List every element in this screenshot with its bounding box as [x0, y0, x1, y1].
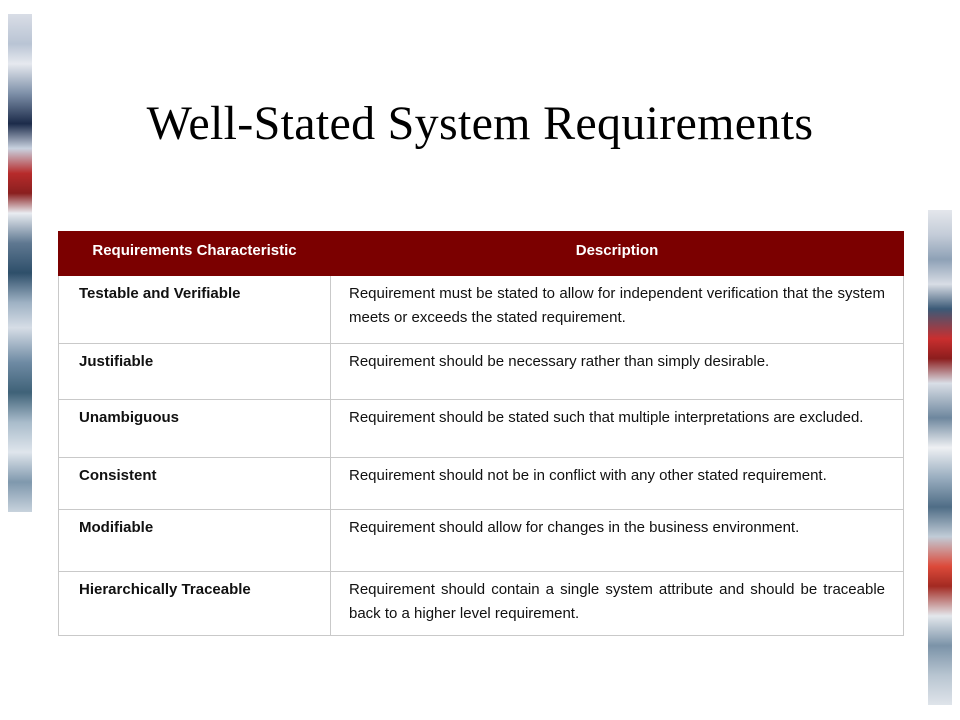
table-row [59, 344, 904, 400]
characteristic-cell: Consistent [59, 458, 331, 510]
slide-title: Well-Stated System Requirements [146, 97, 814, 150]
column-header-description: Description [331, 232, 904, 276]
left-decorative-strip [8, 14, 32, 512]
requirements-table [58, 231, 904, 636]
table-row [59, 400, 904, 458]
table-row [59, 510, 904, 572]
description-cell: Requirement should be stated such that multiple interpretations are excluded. [331, 400, 904, 458]
description-cell: Requirement should be necessary rather than simply desirable. [331, 344, 904, 400]
characteristic-cell: Justifiable [59, 344, 331, 400]
characteristic-cell: Modifiable [59, 510, 331, 572]
column-header-characteristic: Requirements Characteristic [59, 232, 331, 276]
description-cell: Requirement must be stated to allow for independent verification that the system meets or exceeds the stated requirement. [331, 276, 904, 344]
right-decorative-strip [928, 210, 952, 705]
table-header-row [59, 232, 904, 276]
characteristic-cell: Testable and Verifiable [59, 276, 331, 344]
table-row [59, 276, 904, 344]
description-cell: Requirement should contain a single system attribute and should be traceable back to a higher level requirement. [331, 572, 904, 636]
description-cell: Requirement should allow for changes in the business environment. [331, 510, 904, 572]
characteristic-cell: Unambiguous [59, 400, 331, 458]
characteristic-cell: Hierarchically Traceable [59, 572, 331, 636]
description-cell: Requirement should not be in conflict with any other stated requirement. [331, 458, 904, 510]
table-row [59, 458, 904, 510]
table-row [59, 572, 904, 636]
